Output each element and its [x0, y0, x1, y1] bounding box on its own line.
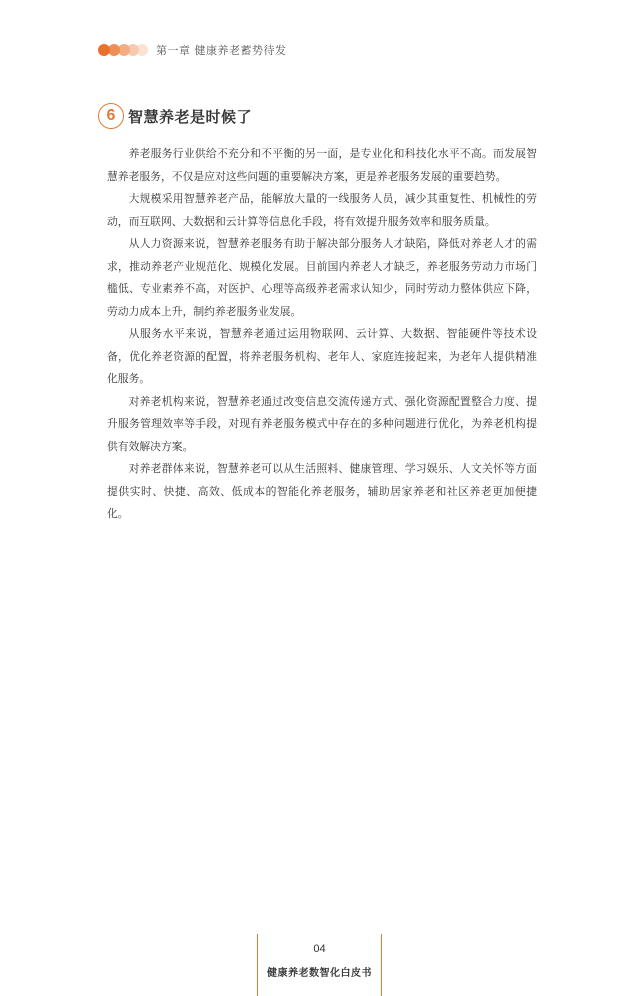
- book-title: 健康养老数智化白皮书: [267, 968, 372, 979]
- chapter-title: 第一章 健康养老蓄势待发: [156, 44, 287, 57]
- section-title: 智慧养老是时候了: [128, 107, 253, 126]
- paragraph: 从服务水平来说，智慧养老通过运用物联网、云计算、大数据、智能硬件等技术设备，优化养老资源的配置，将养老服务机构、老年人、家庭连接起来，为老年人提供精准化服务。: [107, 327, 537, 385]
- page-footer: [257, 934, 382, 996]
- decorative-dots: [98, 42, 148, 58]
- running-header: [98, 41, 287, 59]
- paragraph: 对养老群体来说，智慧养老可以从生活照料、健康管理、学习娱乐、人文关怀等方面提供实时、快捷、高效、低成本的智能化养老服务，辅助居家养老和社区养老更加便捷化。: [107, 462, 537, 520]
- page-number: 04: [313, 943, 326, 955]
- section-number-badge: 6: [98, 103, 124, 129]
- paragraph: 从人力资源来说，智慧养老服务有助于解决部分服务人才缺陷，降低对养老人才的需求，推动养老产业规范化、规模化发展。目前国内养老人才缺乏，养老服务劳动力市场门槛低、专业素养不高，对医护、心理等高级养老需求认知少，同时劳动力整体供应下降，劳动力成本上升，制约养老服务业发展。: [107, 237, 537, 318]
- body-text: [107, 143, 537, 526]
- paragraph: 对养老机构来说，智慧养老通过改变信息交流传递方式、强化资源配置整合力度、提升服务管理效率等手段，对现有养老服务模式中存在的多种问题进行优化，为养老机构提供有效解决方案。: [107, 394, 537, 453]
- dot-icon: [98, 44, 110, 56]
- paragraph: 养老服务行业供给不充分和不平衡的另一面，是专业化和科技化水平不高。而发展智慧养老服务，不仅是应对这些问题的重要解决方案，更是养老服务发展的重要趋势。: [107, 147, 537, 183]
- section-heading: [98, 103, 252, 129]
- paragraph: 大规模采用智慧养老产品，能解放大量的一线服务人员，减少其重复性、机械性的劳动，而互联网、大数据和云计算等信息化手段，将有效提升服务效率和服务质量。: [107, 192, 537, 228]
